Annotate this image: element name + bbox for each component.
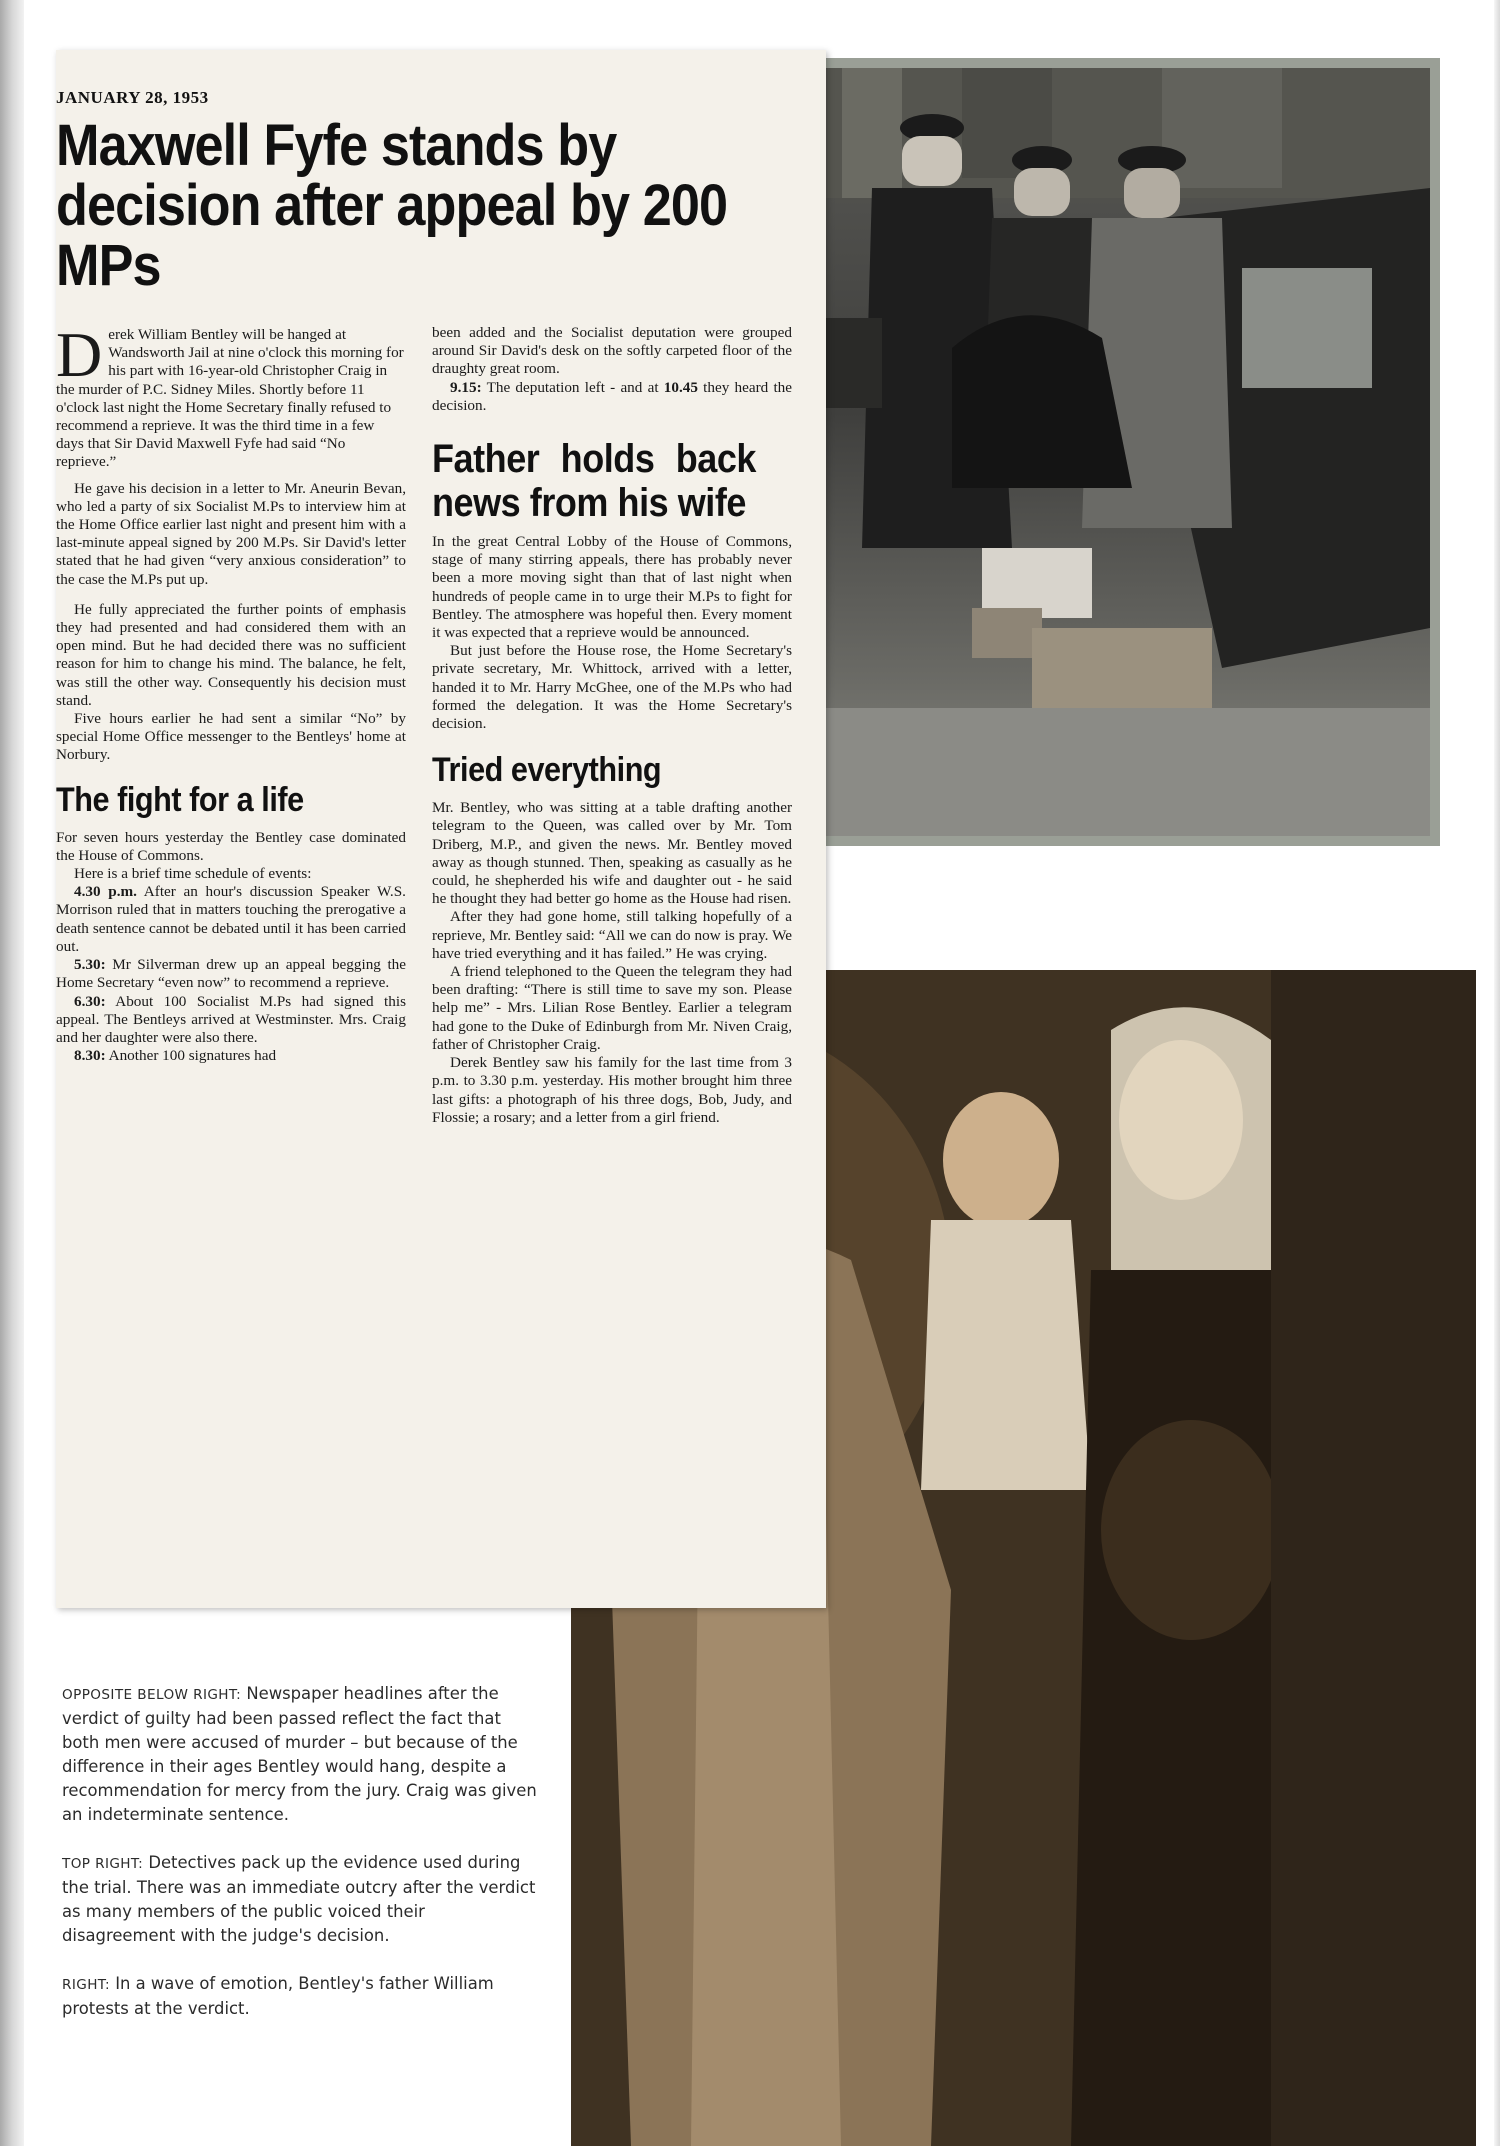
lead-paragraph [56,319,406,472]
schedule-time: 4.30 p.m. [74,883,137,901]
body-paragraph: Mr. Bentley, who was sitting at a table drafting another telegram to the Queen, was called over by Mr. Tom Driberg, M.P., and given the news. Mr. Bentley moved away as though stunned. Then, speaking as casually as he could, he shepherded his wife and daughter out - he said he thought they had better go home as the House had risen. [432,799,792,908]
photo-captions [62,1682,542,2045]
photo-detectives-image [802,68,1430,836]
caption-label: RIGHT: [62,1977,110,1993]
subheading-fight: The fight for a life [56,780,304,819]
body-paragraph: But just before the House rose, the Home Secretary's private secretary, Mr. Whittock, arrived with a letter, handed it to Mr. Harry McGhee, one of the M.Ps who had formed the delegation. It was the Home Secretary's decision. [432,642,792,733]
body-paragraph: After they had gone home, still talking hopefully of a reprieve, Mr. Bentley said: “All we can do now is pray. We have tried everything and it has failed.” He was crying. [432,908,792,962]
body-paragraph: Derek Bentley saw his family for the last time from 3 p.m. to 3.30 p.m. yesterday. His mother brought him three last gifts: a photograph of his three dogs, Bob, Judy, and Flossie; a rosary; and a letter from a girl friend. [432,1054,792,1126]
schedule-time: 5.30: [74,956,106,974]
caption-text: In a wave of emotion, Bentley's father William protests at the verdict. [62,1974,494,2018]
clipping-headline: Maxwell Fyfe stands by decision after appeal by 200 MPs [56,113,728,298]
body-paragraph: For seven hours yesterday the Bentley case dominated the House of Commons. [56,828,406,864]
schedule-time: 10.45 [663,378,698,396]
schedule-text: About 100 Socialist M.Ps had signed this appeal. The Bentleys arrived at Westminster. Mrs. Craig and her daughter were also there. [56,992,406,1046]
schedule-time: 9.15: [450,378,482,396]
schedule-text: The deputation left - and at [486,378,659,396]
schedule-item [56,956,406,992]
drop-cap: D [56,319,103,390]
newspaper-clipping [56,50,826,1608]
body-paragraph: He gave his decision in a letter to Mr. Aneurin Bevan, who led a party of six Socialist M.Ps to interview him at the Home Office earlier last night and present him with a last-minute appeal signed by 200 M.Ps. Sir David's letter stated that he had given “very anxious consideration” to the case the M.Ps put up. [56,479,406,588]
caption-right [62,1972,542,2021]
schedule-text: Mr Silverman drew up an appeal begging the Home Secretary “even now” to recommend a reprieve. [56,956,406,992]
body-paragraph: been added and the Socialist deputation were grouped around Sir David's desk on the softly carpeted floor of the draughty great room. [432,324,792,378]
caption-text: Detectives pack up the evidence used during the trial. There was an immediate outcry after the verdict as many members of the public voiced their disagreement with the judge's decision. [62,1853,536,1945]
schedule-time: 6.30: [74,992,106,1010]
schedule-text: they heard the decision. [432,378,793,414]
body-paragraph: In the great Central Lobby of the House of Commons, stage of many stirring appeals, there has probably never been a more moving sight than that of last night when hundreds of people came in to urge their M.Ps to fight for Bentley. The atmosphere was hopeful then. Every moment it was expected that a reprieve would be announced. [432,533,792,642]
clipping-column-left [56,319,406,1065]
subheading-tried: Tried everything [432,751,662,790]
body-paragraph: Here is a brief time schedule of events: [74,865,312,883]
book-gutter-shadow [0,0,24,2146]
body-paragraph: He fully appreciated the further points of emphasis they had presented and had considered them with an open mind. But he had decided there was no sufficient reason for him to change his mind. The balance, he felt, was still the other way. Consequently his decision must stand. [56,600,406,709]
body-paragraph: A friend telephoned to the Queen the telegram they had been drafting: “There is still time to save my son. Please help me” - Mrs. Lilian Rose Bentley. Earlier a telegram had gone to the Duke of Edinburgh from Mr. Niven Craig, father of Christopher Craig. [432,963,792,1053]
photo-detectives [792,58,1440,846]
schedule-item [432,379,792,415]
caption-label: OPPOSITE BELOW RIGHT: [62,1687,242,1703]
page-edge [1494,0,1500,2146]
subheading-father: Father holds back news from his wife [432,437,756,526]
schedule-time: 8.30: [74,1047,106,1065]
lead-text: erek William Bentley will be hanged at Wandsworth Jail at nine o'clock this morning for his part with 16-year-old Christopher Craig in the murder of P.C. Sidney Miles. Shortly before 11 o'clock last night the Home Secretary finally refused to recommend a reprieve. It was the third time in a few days that Sir David Maxwell Fyfe had said “No reprieve.” [56,326,404,471]
clipping-column-right [432,324,792,1127]
schedule-text: After an hour's discussion Speaker W.S. Morrison ruled that in matters touching the prerogative a death sentence cannot be debated until it has been carried out. [56,883,406,955]
schedule-item [56,1047,406,1065]
caption-opposite-below-right [62,1682,542,1827]
schedule-item [56,883,406,956]
caption-top-right [62,1851,542,1948]
schedule-item [56,993,406,1048]
body-paragraph: Five hours earlier he had sent a similar “No” by special Home Office messenger to the Bentleys' home at Norbury. [56,710,406,764]
schedule-text: Another 100 signatures had [108,1047,277,1065]
caption-text: Newspaper headlines after the verdict of guilty had been passed reflect the fact that both men were accused of murder – but because of the difference in their ages Bentley would hang, despite a recommendation for mercy from the jury. Craig was given an indeterminate sentence. [62,1684,537,1824]
caption-label: TOP RIGHT: [62,1856,144,1872]
clipping-dateline: JANUARY 28, 1953 [56,88,209,107]
